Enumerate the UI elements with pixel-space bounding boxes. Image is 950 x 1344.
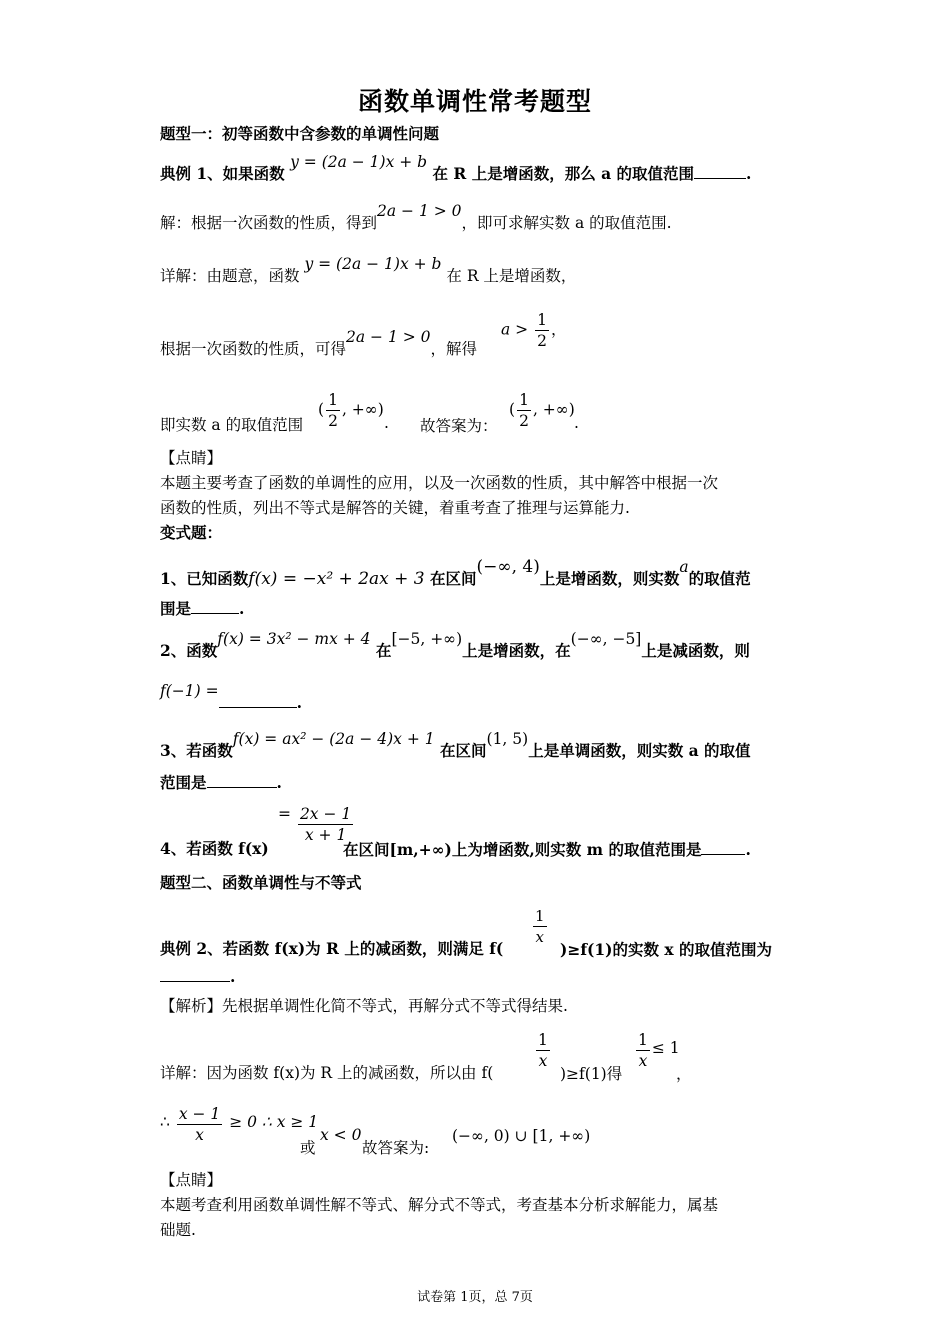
v4-text-a: 4、若函数 f(x) <box>160 839 269 858</box>
fraction-one-half <box>517 390 531 431</box>
v2-text-d: 上是减函数，则 <box>641 641 750 660</box>
v3-text-c: 上是单调函数，则实数 a 的取值 <box>528 741 751 760</box>
ex1-l4-inequality <box>501 310 566 351</box>
answer-blank <box>191 599 239 614</box>
frac-den: x <box>538 1052 548 1070</box>
derivation-rest: ≥ 0 ∴ x ≥ 1 <box>229 1112 319 1131</box>
ex2-text-a: 典例 2、若函数 f(x)为 R 上的减函数，则满足 f( <box>160 939 504 958</box>
dianjing1-line1: 本题主要考查了函数的单调性的应用，以及一次函数的性质，其中解答中根据一次 <box>160 474 719 492</box>
frac-den: x + 1 <box>304 826 347 844</box>
v2-text-b: 在 <box>375 641 392 660</box>
paren-open: ( <box>318 400 325 419</box>
v1-text-c: 上是增函数，则实数 <box>539 569 680 588</box>
ex2-detail-c: ， <box>676 1065 692 1083</box>
v2-interval2: (−∞, −5] <box>570 630 642 648</box>
v3-formula: f(x) = ax² − (2a − 4)x + 1 <box>232 730 435 748</box>
frac-den: x <box>638 1052 648 1070</box>
ex1-interval-1 <box>318 390 384 431</box>
variants-label: 变式题： <box>160 523 223 542</box>
v2-text-c: 上是增函数，在 <box>462 641 571 660</box>
ex1-q-pre: 典例 1、如果函数 <box>160 164 285 183</box>
v2-interval1: [−5, +∞) <box>391 630 463 648</box>
frac-den: x <box>535 928 544 946</box>
example1-question: 典例 1、如果函数 y = (2a − 1)x + b 在 R 上是增函数，那么 a 的取值范围 . <box>160 153 752 183</box>
answer-blank <box>160 967 230 982</box>
ex2-or: 或 <box>300 1139 316 1157</box>
ex2-jiexi: 【解析】先根据单调性化简不等式，再解分式不等式得结果. <box>160 997 568 1015</box>
frac-num: 1 <box>535 907 545 925</box>
frac-den: 2 <box>519 412 529 430</box>
v1-formula: f(x) = −x² + 2ax + 3 <box>248 569 425 589</box>
v2-text-a: 2、函数 <box>160 641 218 660</box>
ex1-l4-text: 根据一次函数的性质，可得 <box>160 340 347 358</box>
v3-interval: (1, 5) <box>486 730 529 748</box>
ex2-detail-ineq <box>634 1030 680 1071</box>
ex1-detail-pre: 详解：由题意，函数 <box>160 267 300 285</box>
v1-var: a <box>679 558 689 576</box>
variant3-line1 <box>160 730 800 762</box>
interval-close: , +∞) <box>341 400 384 419</box>
ex1-l4-comma: ， <box>550 320 567 339</box>
dianjing-label-1: 【点睛】 <box>160 449 223 467</box>
answer-blank <box>207 773 277 788</box>
ex1-sol-formula: 2a − 1 > 0 <box>377 202 462 220</box>
fraction-one-over-x <box>536 1030 550 1071</box>
frac-den: 2 <box>328 412 338 430</box>
variant3-line2: 范围是 . <box>160 773 282 792</box>
frac-num: 1 <box>538 1031 548 1049</box>
answer-blank <box>701 840 745 855</box>
v1-text-a: 1、已知函数 <box>160 569 249 588</box>
ex1-l4-solve: ，解得 <box>430 340 478 358</box>
ex1-detail <box>160 255 800 287</box>
frac-num: 1 <box>519 391 529 409</box>
section-heading-2: 题型二、函数单调性与不等式 <box>160 873 362 892</box>
v1-text-d: 的取值范 <box>688 569 751 588</box>
ineq-le-1: ≤ 1 <box>651 1038 680 1057</box>
ex2-answer-label: 故答案为: <box>362 1139 430 1157</box>
answer-blank <box>694 164 746 179</box>
frac-num: 1 <box>537 311 547 329</box>
ex1-answer-label: 故答案为： <box>420 417 498 435</box>
ex1-l4-formula: 2a − 1 > 0 <box>346 328 431 346</box>
ex2-one-over-x <box>531 906 549 947</box>
v4-text-b-wrap: 在区间[m,+∞)上为增函数,则实数 m 的取值范围是 . <box>343 840 751 859</box>
v3-text-b: 在区间 <box>440 741 487 760</box>
fraction-one-over-x <box>636 1030 650 1071</box>
v2-line2: f(−1) = <box>160 682 219 700</box>
variant2-line1 <box>160 630 800 662</box>
ex1-q-post: 在 R 上是增函数，那么 a 的取值范围 <box>432 164 695 183</box>
frac-num: 1 <box>328 391 338 409</box>
ex1-sol-post: ，即可求解实数 a 的取值范围. <box>461 214 672 232</box>
variant1-line2: 围是 . <box>160 599 245 618</box>
section-heading-1: 题型一：初等函数中含参数的单调性问题 <box>160 124 440 143</box>
ex1-q-formula: y = (2a − 1)x + b <box>290 153 428 171</box>
v4-text-b: 在区间[m,+∞)上为增函数,则实数 m 的取值范围是 <box>343 840 702 859</box>
page-footer: 试卷第 1页，总 7页 <box>417 1290 533 1305</box>
ex1-detail-formula: y = (2a − 1)x + b <box>304 255 442 273</box>
v1-line2: 围是 <box>160 599 192 618</box>
ex2-or-expr: x < 0 <box>320 1126 362 1144</box>
dianjing-label-2: 【点睛】 <box>160 1171 223 1189</box>
page-title: 函数单调性常考题型 <box>357 87 592 116</box>
ex2-detail <box>160 1062 800 1084</box>
frac-num: 2x − 1 <box>299 805 352 823</box>
v3-line2: 范围是 <box>160 773 207 792</box>
ex2-text-b: )≥f(1)的实数 x 的取值范围为 <box>560 940 772 959</box>
paren-open: ( <box>509 400 516 419</box>
ex1-dot-1: . <box>384 414 389 432</box>
fraction-one-half <box>326 390 340 431</box>
v2-formula: f(x) = 3x² − mx + 4 <box>217 630 371 648</box>
ex2-detail-b: )≥f(1)得 <box>560 1065 623 1083</box>
ex2-detail-frac <box>534 1030 552 1071</box>
ex1-dot-2: . <box>574 414 579 432</box>
ex1-line4 <box>160 328 800 360</box>
dianjing2-line2: 础题. <box>160 1221 196 1239</box>
therefore-symbol: ∴ <box>160 1112 170 1131</box>
ex2-answer: (−∞, 0) ∪ [1, +∞) <box>452 1127 591 1145</box>
ex2-derivation <box>160 1104 318 1145</box>
frac-den: x <box>195 1126 204 1144</box>
dianjing1-line2: 函数的性质，列出不等式是解答的关键，着重考查了推理与运算能力. <box>160 499 630 517</box>
answer-blank <box>219 693 297 708</box>
interval-close: , +∞) <box>532 400 575 419</box>
frac-den: 2 <box>537 332 547 350</box>
frac-num: 1 <box>638 1031 648 1049</box>
ex1-l5-text: 即实数 a 的取值范围 <box>160 416 304 434</box>
ex1-interval-2 <box>509 390 575 431</box>
v3-text-a: 3、若函数 <box>160 741 233 760</box>
ex1-solution <box>160 202 800 234</box>
fraction-one-half <box>535 310 549 351</box>
dianjing2-line1: 本题考查利用函数单调性解不等式、解分式不等式，考查基本分析求解能力，属基 <box>160 1196 719 1214</box>
variant2-line2: f(−1) =. <box>160 682 303 712</box>
ex2-detail-a: 详解：因为函数 f(x)为 R 上的减函数，所以由 f( <box>160 1064 494 1082</box>
fraction-one-over-x <box>533 906 547 947</box>
ex1-sol-pre: 解：根据一次函数的性质，得到 <box>160 214 378 232</box>
fraction-x-1-over-x <box>177 1104 222 1145</box>
variant1-line1 <box>160 557 800 590</box>
v4-eq: = <box>278 804 291 823</box>
ex1-ineq-lhs: a > <box>501 320 529 339</box>
v1-interval: (−∞, 4) <box>476 557 540 577</box>
frac-num: x − 1 <box>178 1105 221 1123</box>
v1-text-b: 在区间 <box>430 569 477 588</box>
ex1-detail-post: 在 R 上是增函数， <box>446 267 577 285</box>
example2-line2: . <box>160 966 800 988</box>
